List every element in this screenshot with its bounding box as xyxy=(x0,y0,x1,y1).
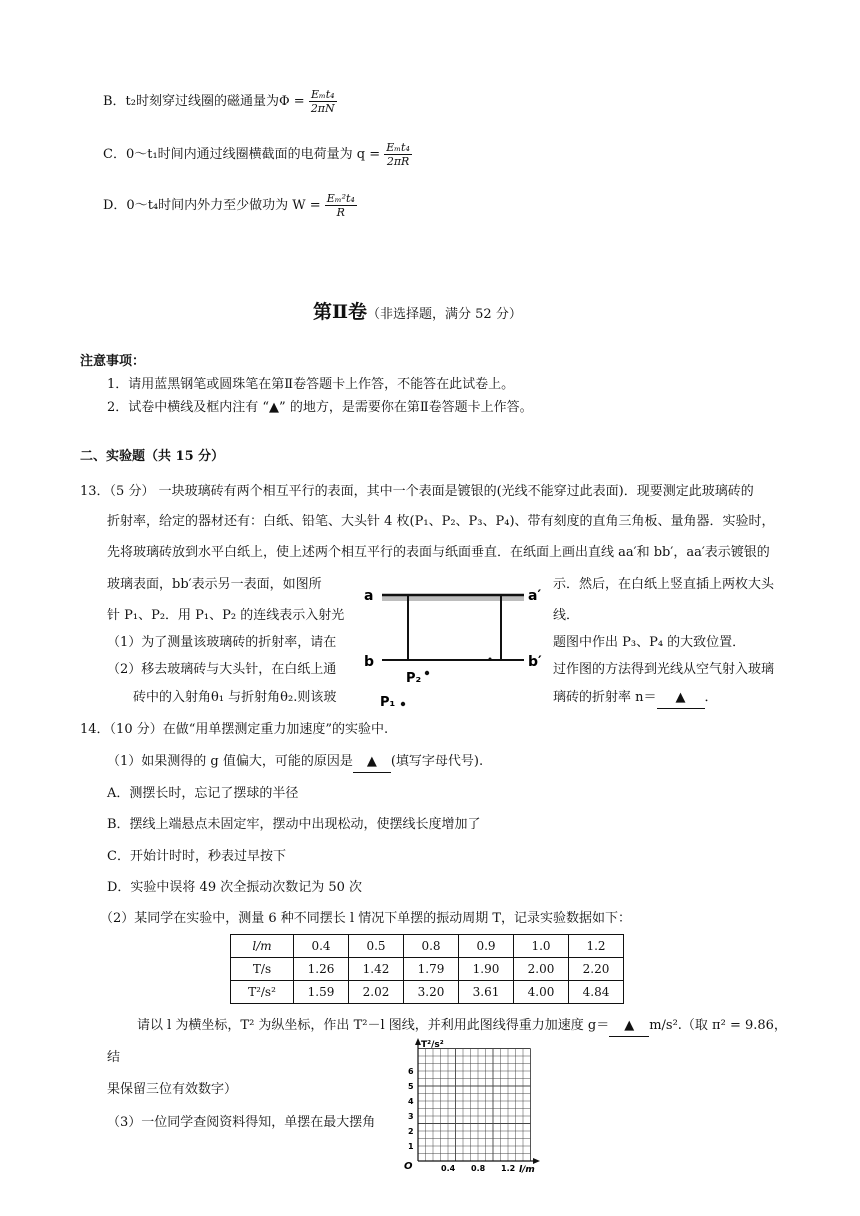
q13-line8-text: 璃砖的折射率 n＝ xyxy=(553,690,657,705)
option-d xyxy=(103,192,357,219)
x-axis-arrow xyxy=(533,1158,540,1164)
y-tick-label: 6 xyxy=(408,1067,414,1076)
q13-line4-left: 玻璃表面，bb′表示另一表面，如图所 xyxy=(107,577,322,592)
section-title-main: 第Ⅱ卷 xyxy=(313,301,368,323)
table-cell: l/m xyxy=(231,935,294,958)
label-a-prime: a′ xyxy=(528,588,542,604)
q14-q3: （3）一位同学查阅资料得知，单摆在最大摆角 xyxy=(107,1115,376,1130)
table-row xyxy=(231,935,624,958)
table-cell: 0.5 xyxy=(349,935,404,958)
q14-option-c: C．开始计时时，秒表过早按下 xyxy=(107,849,286,864)
q14-q1-text: （1）如果测得的 g 值偏大，可能的原因是 xyxy=(107,754,353,769)
table-cell: 0.4 xyxy=(294,935,349,958)
y-tick-label: 1 xyxy=(408,1142,414,1151)
label-a: a xyxy=(364,588,374,604)
table-cell: T²/s² xyxy=(231,981,294,1004)
table-cell: 0.9 xyxy=(459,935,514,958)
option-d-text: D．0～t₄时间内外力至少做功为 W = xyxy=(103,198,321,213)
pin-p2 xyxy=(425,671,429,675)
label-p2: P₂ xyxy=(406,671,422,686)
q14-q2-prompt: 请以 l 为横坐标，T² 为纵坐标，作出 T²－l 图线，并利用此图线得重力加速度 g＝ xyxy=(137,1018,610,1033)
option-b xyxy=(103,88,337,115)
part2-title: 二、实验题（共 15 分） xyxy=(80,449,225,464)
q13-line5-left: 针 P₁、P₂．用 P₁、P₂ 的连线表示入射光 xyxy=(107,608,345,623)
q14-option-a: A．测摆长时，忘记了摆球的半径 xyxy=(107,786,299,801)
q13-line8-right xyxy=(553,688,718,709)
q14-q2-text xyxy=(137,1016,787,1037)
option-b-text: B．t₂时刻穿过线圈的磁通量为Φ = xyxy=(103,94,305,109)
label-b: b xyxy=(364,654,375,670)
pin-mark xyxy=(489,658,492,661)
q14-q2-unit: m/s².（取 π² = 9.86， xyxy=(649,1018,787,1033)
x-tick-label: 1.2 xyxy=(501,1164,516,1173)
y-tick-label: 4 xyxy=(408,1097,414,1106)
y-axis-label: T²/s² xyxy=(421,1040,444,1050)
table-cell: 1.42 xyxy=(349,958,404,981)
table-cell: 1.79 xyxy=(404,958,459,981)
fraction-numerator: Eₘt₄ xyxy=(309,88,337,102)
table-cell: 1.2 xyxy=(569,935,624,958)
data-table xyxy=(230,934,624,1004)
pin-p1 xyxy=(401,702,405,706)
q13-line7-right: 过作图的方法得到光线从空气射入玻璃 xyxy=(553,662,775,677)
glass-brick-figure xyxy=(360,588,550,708)
origin-label: O xyxy=(404,1161,413,1172)
q14-option-b: B．摆线上端悬点未固定牢，摆动中出现松动，使摆线长度增加了 xyxy=(107,817,481,832)
y-tick-labels xyxy=(408,1067,414,1151)
option-b-fraction xyxy=(309,88,337,115)
x-axis-label: l/m xyxy=(519,1165,535,1175)
table-cell: T/s xyxy=(231,958,294,981)
x-tick-labels xyxy=(441,1164,515,1173)
fraction-numerator: Eₘt₄ xyxy=(386,141,410,154)
notice-2: 2．试卷中横线及框内注有 “▲” 的地方，是需要你在第Ⅱ卷答题卡上作答。 xyxy=(107,400,533,415)
table-row xyxy=(231,981,624,1004)
notice-1: 1．请用蓝黑钢笔或圆珠笔在第Ⅱ卷答题卡上作答，不能答在此试卷上。 xyxy=(107,377,515,392)
q13-line4-right: 示．然后，在白纸上竖直插上两枚大头 xyxy=(553,577,775,592)
table-cell: 1.26 xyxy=(294,958,349,981)
grid-lines xyxy=(418,1049,531,1162)
q14-q2: （2）某同学在实验中，测量 6 种不同摆长 l 情况下单摆的振动周期 T，记录实验数据如下： xyxy=(100,911,632,926)
section-title xyxy=(313,302,522,325)
table-cell: 2.20 xyxy=(569,958,624,981)
q14-option-d: D．实验中误将 49 次全振动次数记为 50 次 xyxy=(107,880,363,895)
table-cell: 4.00 xyxy=(514,981,569,1004)
q13-line6-right: 题图中作出 P₃、P₄ 的大致位置． xyxy=(553,635,746,650)
option-d-fraction xyxy=(325,192,357,219)
table-cell: 1.90 xyxy=(459,958,514,981)
section-title-sub: （非选择题，满分 52 分） xyxy=(367,307,522,322)
option-c xyxy=(103,141,412,168)
q14-q1 xyxy=(107,752,483,773)
q13-line1: 13．（5 分） 一块玻璃砖有两个相互平行的表面，其中一个表面是镀银的(光线不能穿过此表面)．现要测定此玻璃砖的 xyxy=(80,484,754,499)
fraction-denominator: R xyxy=(336,206,345,219)
q13-line8-left: 砖中的入射角θ₁ 与折射角θ₂.则该玻 xyxy=(133,690,337,705)
y-tick-label: 3 xyxy=(408,1112,414,1121)
q14-q2-cont1: 结 xyxy=(107,1050,121,1065)
table-cell: 3.61 xyxy=(459,981,514,1004)
table-row xyxy=(231,958,624,981)
q14-q2-cont2: 果保留三位有效数字） xyxy=(107,1082,238,1097)
graph-grid xyxy=(398,1038,548,1173)
table-cell: 2.02 xyxy=(349,981,404,1004)
q13-line3: 先将玻璃砖放到水平白纸上，使上述两个相互平行的表面与纸面垂直．在纸面上画出直线 aa′和 bb′，aa′表示镀银的 xyxy=(107,545,770,560)
q13-line7-left: （2）移去玻璃砖与大头针，在白纸上通 xyxy=(107,662,337,677)
table-cell: 1.0 xyxy=(514,935,569,958)
fraction-numerator: Eₘ²t₄ xyxy=(326,192,355,205)
answer-blank[interactable]: ▲ xyxy=(657,688,705,709)
fraction-denominator: 2πR xyxy=(386,155,410,168)
table-cell: 2.00 xyxy=(514,958,569,981)
label-p1: P₁ xyxy=(380,695,396,710)
answer-blank[interactable]: ▲ xyxy=(609,1016,649,1037)
y-tick-label: 2 xyxy=(408,1127,414,1136)
answer-blank[interactable]: ▲ xyxy=(353,752,391,773)
y-tick-label: 5 xyxy=(408,1082,414,1091)
table-cell: 0.8 xyxy=(404,935,459,958)
table-cell: 4.84 xyxy=(569,981,624,1004)
table-cell: 1.59 xyxy=(294,981,349,1004)
q14-q1-end: (填写字母代号). xyxy=(390,754,484,769)
fraction-denominator: 2πN xyxy=(310,102,335,115)
table-cell: 3.20 xyxy=(404,981,459,1004)
x-tick-label: 0.4 xyxy=(441,1164,456,1173)
q13-line2: 折射率，给定的器材还有：白纸、铅笔、大头针 4 枚(P₁、P₂、P₃、P₄)、带有刻度的直角三角板、量角器．实验时， xyxy=(107,514,775,529)
q13-line5-right: 线． xyxy=(553,608,580,623)
q14-line1: 14．（10 分）在做“用单摆测定重力加速度”的实验中. xyxy=(80,722,389,737)
q13-line6-left: （1）为了测量该玻璃砖的折射率，请在 xyxy=(107,635,337,650)
label-b-prime: b′ xyxy=(528,654,542,670)
x-tick-label: 0.8 xyxy=(471,1164,486,1173)
notice-title: 注意事项： xyxy=(80,354,146,369)
q13-end: ． xyxy=(704,690,718,705)
option-c-text: C．0～t₁时间内通过线圈横截面的电荷量为 q = xyxy=(103,147,381,162)
option-c-fraction xyxy=(384,141,412,168)
